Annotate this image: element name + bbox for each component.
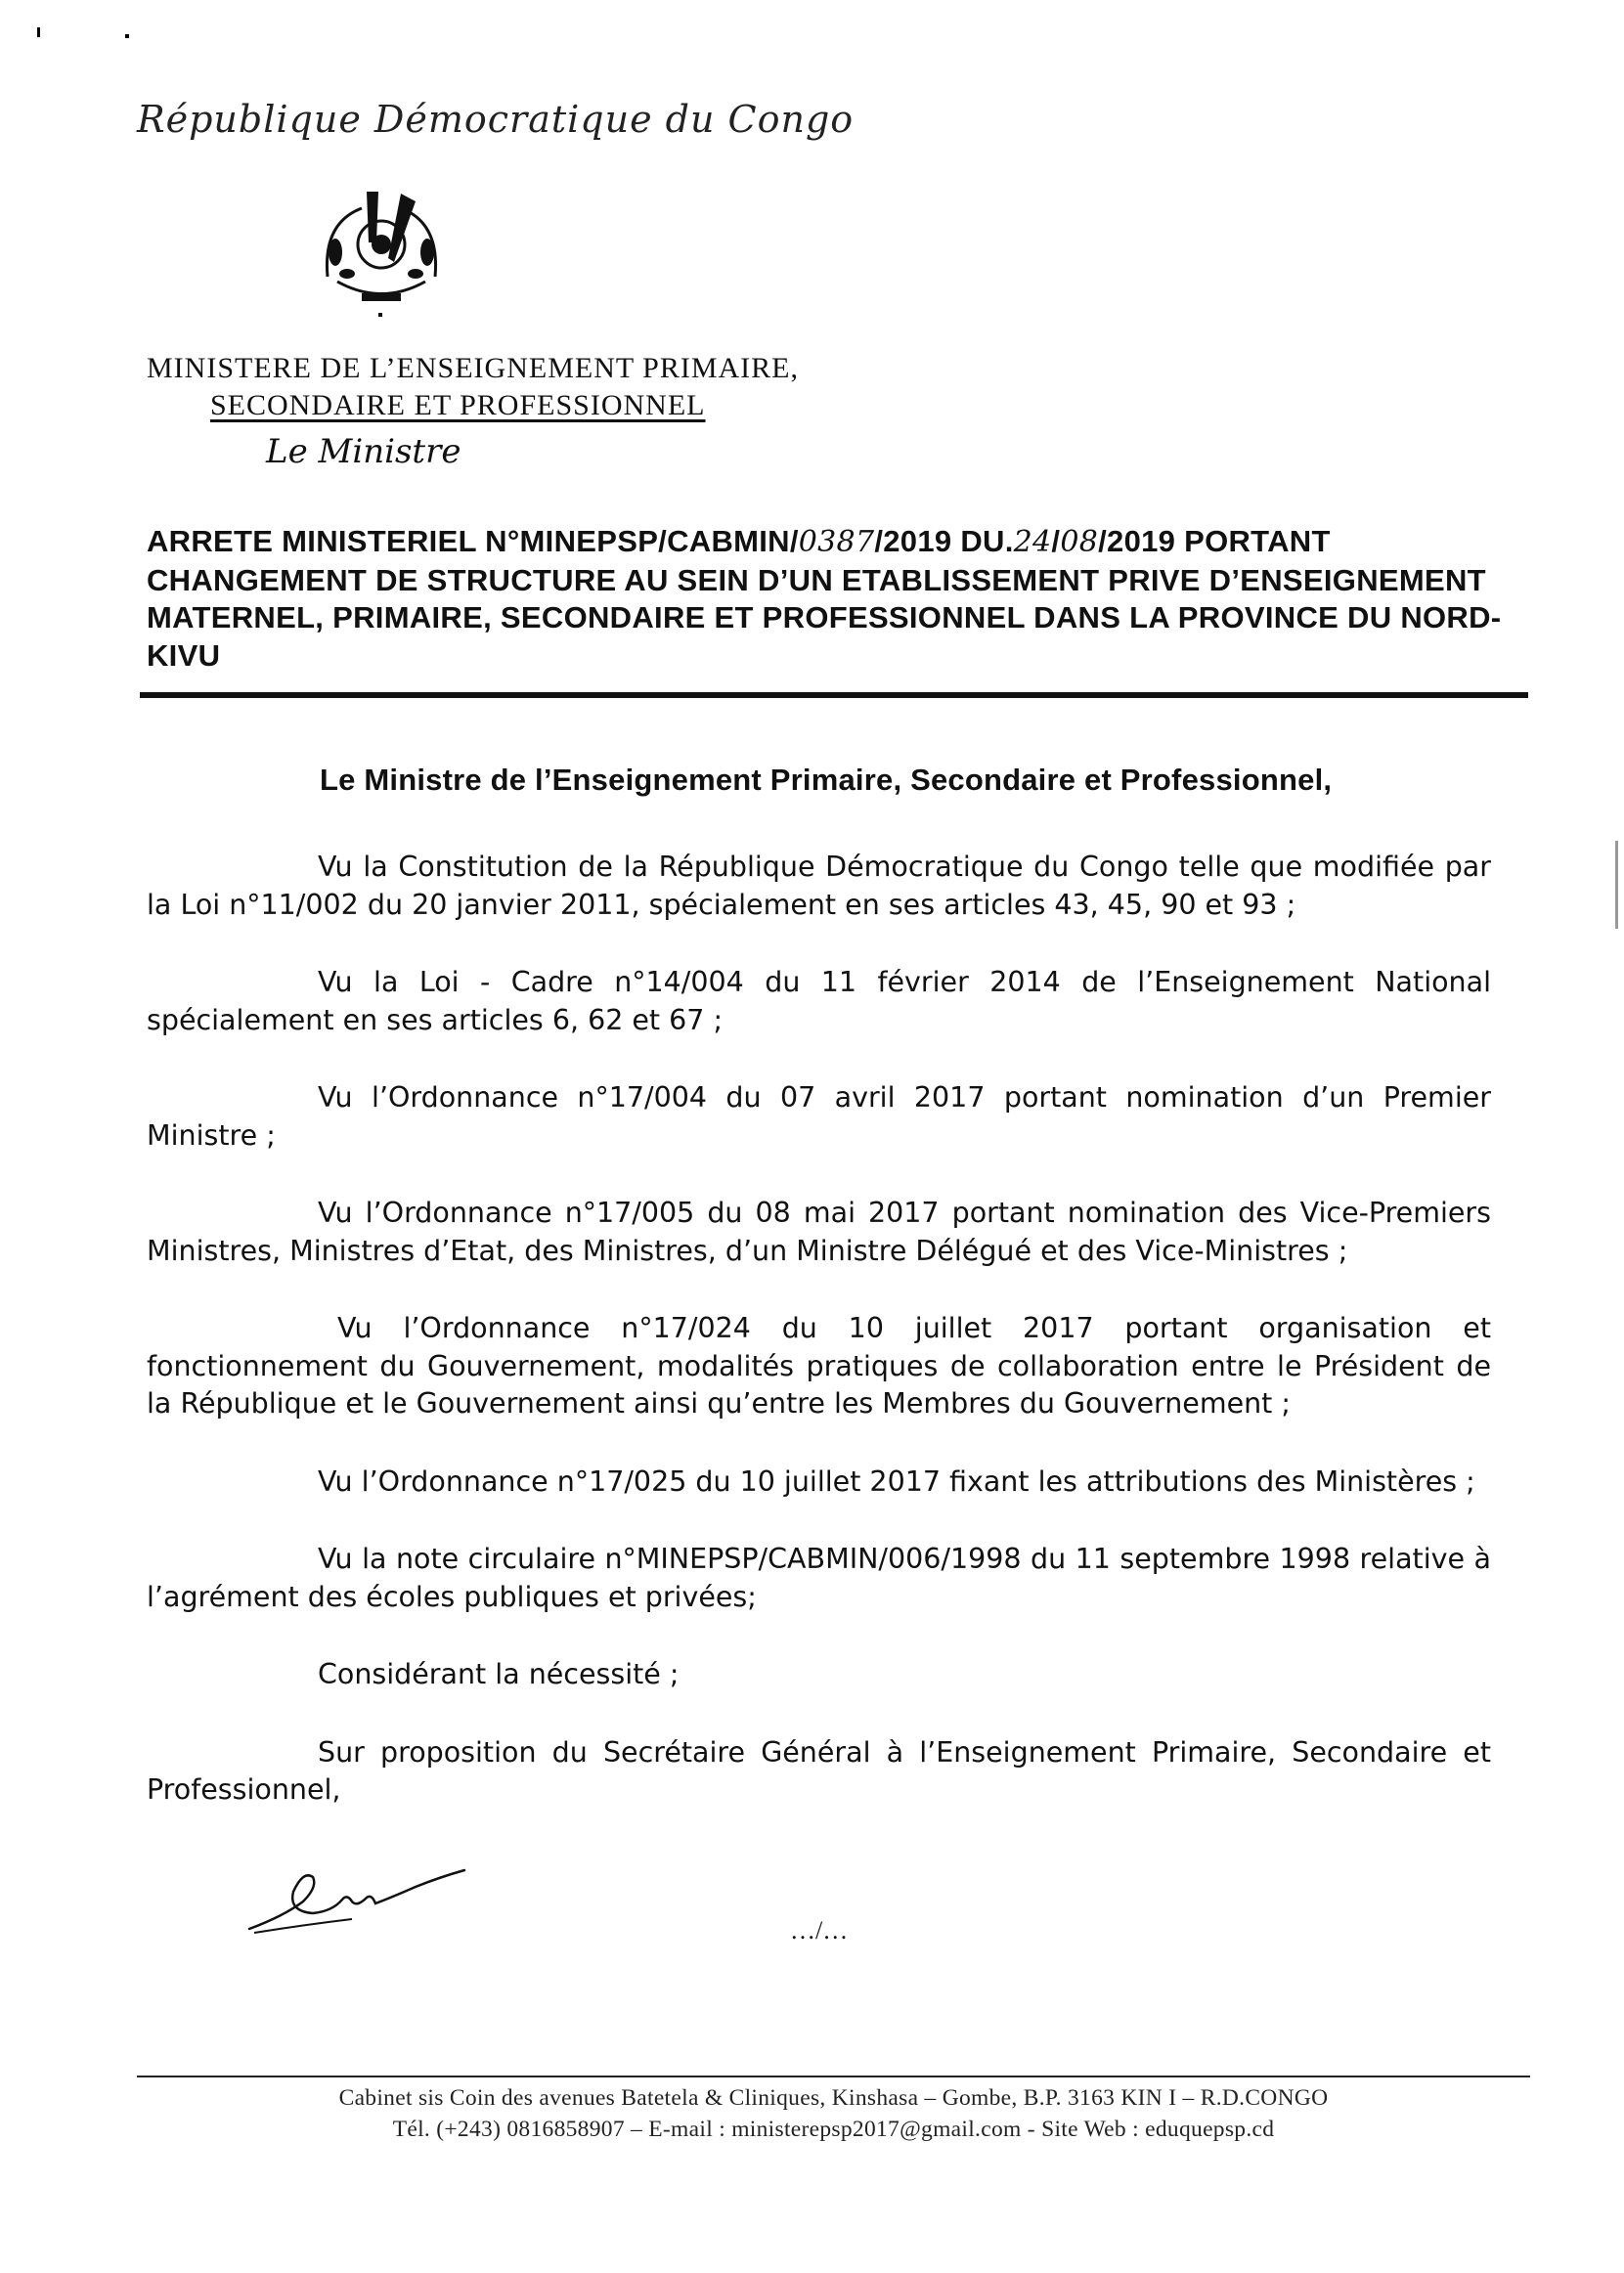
paragraph: Sur proposition du Secrétaire Général à l’Enseignement Primaire, Secondaire et Professionnel, — [147, 1735, 1491, 1806]
document-title: ARRETE MINISTERIEL N°MINEPSP/CABMIN/0387/2019 DU.24/08/2019 PORTANT CHANGEMENT DE STRUCTURE AU SEIN D’UN ETABLISSEMENT PRIVE D’ENSEIGNEMENT MATERNEL, PRIMAIRE, SECONDAIRE ET PROFESSIONNEL DANS LA PROVINCE DU NORD-KIVU — [147, 524, 1502, 673]
paragraph: Vu la Constitution de la République Démocratique du Congo telle que modifiée par la Loi n°11/002 du 20 janvier 2011, spécialement en ses articles 43, 45, 90 et 93 ; — [147, 851, 1491, 921]
signature — [244, 1862, 469, 1936]
scan-speck — [37, 27, 40, 37]
paragraph: Vu l’Ordonnance n°17/005 du 08 mai 2017 portant nomination des Vice-Premiers Ministres, Ministres d’Etat, des Ministres, d’un Ministre Délégué et des Vice-Ministres ; — [147, 1197, 1491, 1267]
decree-month: 08 — [1060, 525, 1099, 559]
footer-rule — [137, 2076, 1530, 2077]
decree-day: 24 — [1013, 525, 1052, 559]
footer-contact: Tél. (+243) 0816858907 – E-mail : ministerepsp2017@gmail.com - Site Web : eduquepsp.cd — [392, 2117, 1275, 2142]
scan-edge — [1615, 841, 1618, 929]
paragraph: Vu la note circulaire n°MINEPSP/CABMIN/006/1998 du 11 septembre 1998 relative à l’agrément des écoles publiques et privées; — [147, 1543, 1491, 1613]
scan-speck — [125, 34, 129, 38]
coat-of-arms-emblem — [308, 184, 455, 330]
title-prefix: ARRETE MINISTERIEL N°MINEPSP/CABMIN/ — [147, 524, 799, 558]
ministry-header — [147, 350, 799, 424]
continuation-mark: …/… — [790, 1916, 849, 1945]
ministry-line-1: MINISTERE DE L’ENSEIGNEMENT PRIMAIRE, — [147, 352, 799, 384]
minister-label: Le Ministre — [266, 432, 461, 471]
footer — [137, 2082, 1530, 2145]
decree-number: 0387 — [798, 525, 875, 559]
paragraph: Vu l’Ordonnance n°17/024 du 10 juillet 2017 portant organisation et fonctionnement du Gouvernement, modalités pratiques de collaboration entre le Président de la République et le Gouvernement ainsi qu’entre les Membres du Gouvernement ; — [147, 1312, 1491, 1420]
title-year-du: /2019 DU. — [874, 524, 1014, 558]
country-name: République Démocratique du Congo — [137, 98, 855, 141]
decree-year: /2019 — [1098, 524, 1176, 558]
footer-address: Cabinet sis Coin des avenues Batetela & Cliniques, Kinshasa – Gombe, B.P. 3163 KIN I – R.D.CONGO — [338, 2085, 1329, 2111]
title-rule — [140, 692, 1528, 698]
paragraph: Vu l’Ordonnance n°17/025 du 10 juillet 2017 fixant les attributions des Ministères ; — [318, 1464, 1475, 1498]
paragraph: Considérant la nécessité ; — [318, 1658, 680, 1690]
paragraph: Vu la Loi - Cadre n°14/004 du 11 février 2014 de l’Enseignement National spécialement en ses articles 6, 62 et 67 ; — [147, 966, 1491, 1036]
ministry-line-2: SECONDAIRE ET PROFESSIONNEL — [210, 389, 706, 421]
paragraph: Vu l’Ordonnance n°17/004 du 07 avril 2017 portant nomination d’un Premier Ministre ; — [147, 1081, 1491, 1152]
document-body — [147, 849, 1491, 1850]
section-heading: Le Ministre de l’Enseignement Primaire, Secondaire et Professionnel, — [320, 763, 1333, 797]
title-subject: PORTANT CHANGEMENT DE STRUCTURE AU SEIN D’UN ETABLISSEMENT PRIVE D’ENSEIGNEMENT MATERNEL, PRIMAIRE, SECONDAIRE ET PROFESSIONNEL DANS LA PROVINCE DU NORD-KIVU — [147, 524, 1502, 673]
